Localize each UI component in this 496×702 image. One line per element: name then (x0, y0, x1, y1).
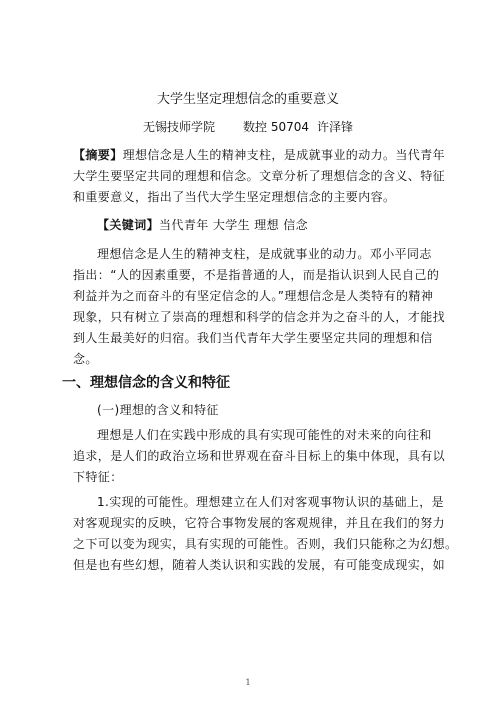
para2-line-3: 之下可以变为现实，具有实现的可能性。否则，我们只能称之为幻想。 (73, 537, 458, 551)
author-line (0, 118, 496, 136)
para2-line-4: 但是也有些幻想，随着人类认识和实践的发展，有可能变成现实，如 (73, 558, 446, 572)
keywords-label: 【关键词】 (97, 218, 160, 232)
author-class: 数控 50704 (243, 120, 309, 134)
intro-line-4: 现象，只有树立了崇高的理想和科学的信念并为之奋斗的人，才能找 (73, 310, 446, 324)
section-heading-1: 一、理想信念的含义和特征 (62, 375, 230, 391)
para1-line-3: 下特征： (73, 470, 123, 484)
author-name: 许泽锋 (317, 120, 354, 134)
intro-line-1: 理想信念是人生的精神支柱，是成就事业的动力。邓小平同志 (97, 247, 432, 261)
author-school: 无锡技师学院 (142, 120, 215, 134)
para2-line-2: 对客观现实的反映，它符合事物发展的客观规律，并且在我们的努力 (73, 516, 446, 530)
keywords (73, 215, 425, 236)
keywords-text: 当代青年 大学生 理想 信念 (159, 218, 309, 232)
keywords-line (73, 215, 425, 236)
page-number: 1 (245, 678, 251, 687)
intro-line-6: 念。 (73, 352, 98, 366)
abstract-label: 【摘要】 (73, 148, 123, 162)
intro-line-2: 指出：“人的因素重要，不是指普通的人，而是指认识到人民自己的 (73, 268, 440, 282)
abstract (73, 145, 446, 208)
subheading-1: (一)理想的含义和特征 (97, 403, 219, 417)
section-1-body (73, 400, 458, 576)
para1-line-1: 理想是人们在实践中形成的具有实现可能性的对未来的向往和 (97, 428, 432, 442)
intro-paragraph (73, 244, 446, 370)
para2-line-1: 1.实现的可能性。理想建立在人们对客观事物认识的基础上，是 (97, 495, 445, 509)
intro-line-5: 到人生最美好的归宿。我们当代青年大学生要坚定共同的理想和信 (73, 331, 433, 345)
abstract-line-1: 【摘要】理想信念是人生的精神支柱，是成就事业的动力。当代青年 (73, 148, 446, 162)
abstract-line-3: 和重要意义，指出了当代大学生坚定理想信念的主要内容。 (73, 190, 396, 204)
para1-line-2: 追求，是人们的政治立场和世界观在奋斗目标上的集中体现，具有以 (73, 449, 446, 463)
document-title: 大学生坚定理想信念的重要意义 (156, 92, 339, 107)
intro-line-3: 利益并为之而奋斗的有坚定信念的人。”理想信念是人类特有的精神 (73, 289, 434, 303)
abstract-line-2: 大学生要坚定共同的理想和信念。文章分析了理想信念的含义、特征 (73, 169, 446, 183)
